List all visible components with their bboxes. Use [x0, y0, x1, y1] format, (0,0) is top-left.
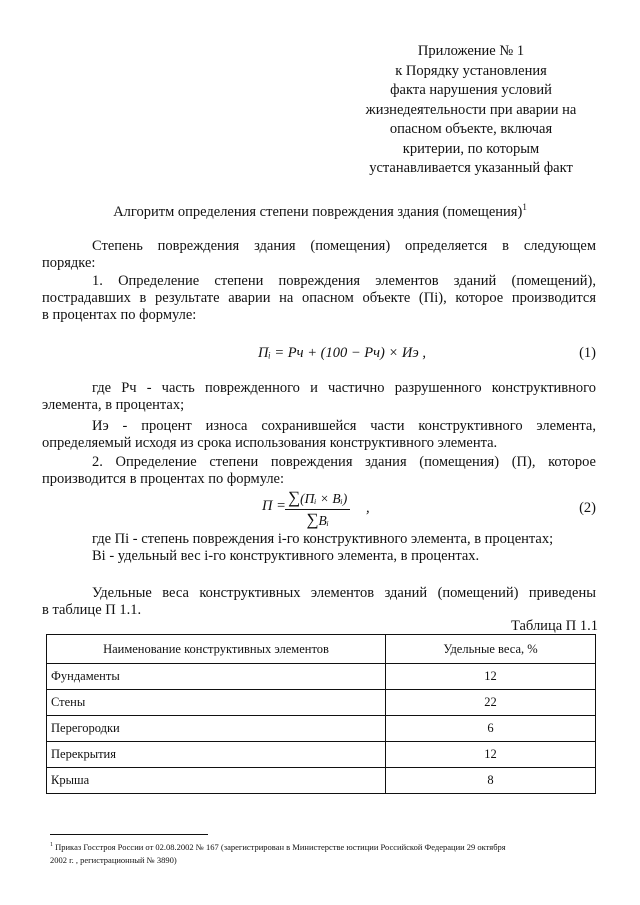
formula-2-denominator: ∑Вᵢ — [306, 510, 329, 529]
table-row — [47, 742, 596, 768]
where-pi-bi — [42, 531, 596, 565]
text-line: Иэ - процент износа сохранившейся части конструктивного элемента, — [92, 418, 596, 434]
appendix-line: устанавливается указанный факт — [369, 160, 573, 176]
element-name-cell: Крыша — [47, 768, 386, 794]
text-line: в процентах по формуле: — [42, 307, 197, 323]
column-header: Удельные веса, % — [386, 635, 596, 664]
document-title — [0, 202, 640, 221]
text-line: 2. Определение степени повреждения здания (помещения) (П), которое — [92, 454, 596, 470]
element-name-cell: Перекрытия — [47, 742, 386, 768]
weight-cell: 6 — [386, 716, 596, 742]
table-row — [47, 664, 596, 690]
footnote-line: 2002 г. , регистрационный № 3890) — [50, 854, 177, 865]
where-rch — [42, 380, 596, 414]
formula-2-fraction — [285, 488, 350, 530]
text-line: пострадавших в результате аварии на опасном объекте (Пi), которое производится — [42, 290, 596, 306]
table-caption: Таблица П 1.1 — [511, 618, 598, 634]
table-row — [47, 690, 596, 716]
title-text: Алгоритм определения степени повреждения здания (помещения) — [113, 204, 523, 220]
appendix-line: опасном объекте, включая — [389, 121, 553, 137]
paragraph-2 — [42, 454, 596, 488]
table-header-row — [47, 635, 596, 664]
text-line: где Пi - степень повреждения i-го конструктивного элемента, в процентах; — [92, 531, 554, 547]
text-line: 1. Определение степени повреждения элементов зданий (помещений), — [92, 273, 596, 289]
formula-1-number: (1) — [579, 345, 596, 361]
appendix-line: Приложение № 1 — [417, 43, 525, 59]
formula-2-comma: , — [366, 500, 370, 516]
weight-cell: 8 — [386, 768, 596, 794]
appendix-line: к Порядку установления — [395, 62, 547, 79]
footnote — [50, 839, 600, 867]
element-name-cell: Перегородки — [47, 716, 386, 742]
formula-2-number: (2) — [579, 500, 596, 516]
paragraph-3 — [42, 585, 596, 619]
text-line: элемента, в процентах; — [42, 397, 185, 413]
table-row — [47, 716, 596, 742]
element-name-cell: Фундаменты — [47, 664, 386, 690]
formula-1-expression: Пᵢ = Рч + (100 − Рч) × Иэ , — [258, 345, 426, 361]
paragraph-1 — [42, 273, 596, 324]
weight-cell: 22 — [386, 690, 596, 716]
appendix-line: факта нарушения условий — [390, 82, 552, 98]
text-line: порядке: — [42, 255, 96, 271]
appendix-line: жизнедеятельности при аварии на — [365, 101, 577, 118]
footnote-line: Приказ Госстроя России от 02.08.2002 № 167 (зарегистрирован в Министерстве юстиции Российской Федерации 29 октября — [55, 841, 506, 852]
element-name-cell: Стены — [47, 690, 386, 716]
text-line: в таблице П 1.1. — [42, 602, 142, 618]
column-header: Наименование конструктивных элементов — [47, 635, 386, 664]
formula-2-lhs: П = — [262, 498, 286, 514]
weights-table — [46, 634, 596, 794]
intro-paragraph — [42, 238, 596, 272]
appendix-line: критерии, по которым — [402, 140, 540, 157]
footnote-divider — [50, 834, 208, 835]
table-row — [47, 768, 596, 794]
text-line: определяемый исходя из срока использования конструктивного элемента. — [42, 435, 498, 451]
formula-2-numerator: ∑(Пᵢ × Вᵢ) — [285, 488, 350, 510]
where-ie — [42, 418, 596, 452]
appendix-header — [340, 42, 602, 179]
footnote-mark: 1 — [50, 842, 53, 848]
weight-cell: 12 — [386, 664, 596, 690]
text-line: Удельные веса конструктивных элементов зданий (помещений) приведены — [92, 585, 596, 601]
text-line: где Рч - часть поврежденного и частично разрушенного конструктивного — [92, 380, 596, 396]
weight-cell: 12 — [386, 742, 596, 768]
text-line: Вi - удельный вес i-го конструктивного элемента, в процентах. — [92, 548, 480, 564]
text-line: Степень повреждения здания (помещения) определяется в следующем — [92, 238, 596, 254]
title-footnote-mark: 1 — [522, 202, 527, 212]
text-line: производится в процентах по формуле: — [42, 471, 285, 487]
